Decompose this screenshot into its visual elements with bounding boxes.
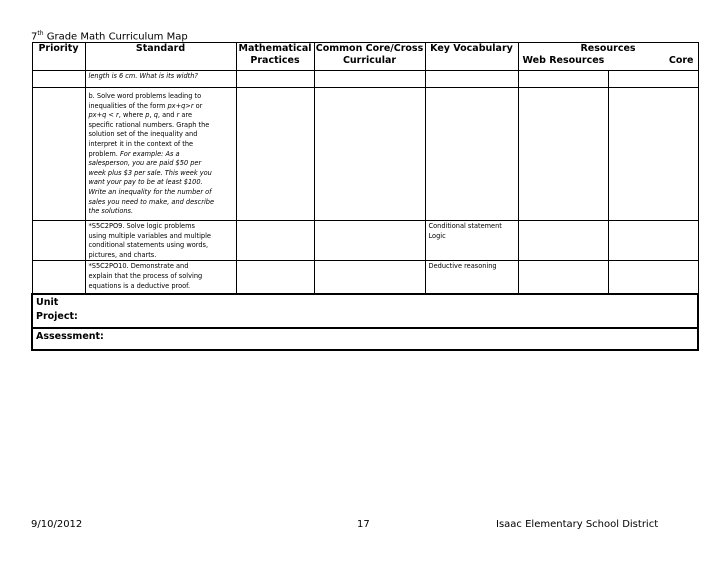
table-row bbox=[32, 261, 698, 294]
standard-cell: *S5C2PO9. Solve logic problems using multiple variables and multiple conditional statements using words, pictures, and charts. bbox=[85, 221, 236, 261]
vocabulary-cell: Deductive reasoning bbox=[425, 261, 518, 294]
unit-project-row bbox=[32, 294, 698, 328]
table-row bbox=[32, 71, 698, 88]
web-resources-header: Web Resources bbox=[522, 55, 605, 66]
header-row bbox=[32, 43, 698, 71]
table-row bbox=[32, 221, 698, 261]
standard-cell: length is 6 cm. What is its width? bbox=[85, 71, 236, 88]
resources-header: Resources Web Resources Core bbox=[518, 43, 698, 71]
standard-header: Standard bbox=[85, 43, 236, 71]
priority-header: Priority bbox=[32, 43, 85, 71]
standard-cell: b. Solve word problems leading to inequalities of the form px+q>r or px+q < r, where p, q, and r are specific rational numbers. Graph the solution set of the inequality and interpret it in the context of the problem. For example: As a salesperson, you are paid $50 per week plus $3 per sale. This week you want your pay to be at least $100. Write an inequality for the number of sales you need to make, and describe the solutions. bbox=[85, 88, 236, 221]
footer-district: Isaac Elementary School District bbox=[496, 519, 659, 530]
math-practices-header: Mathematical Practices bbox=[236, 43, 314, 71]
table-row bbox=[32, 88, 698, 221]
footer-date: 9/10/2012 bbox=[31, 519, 83, 530]
assessment-row bbox=[32, 328, 698, 350]
document-title: 7th Grade Math Curriculum Map bbox=[31, 30, 188, 43]
vocabulary-cell: Conditional statement Logic bbox=[425, 221, 518, 261]
key-vocabulary-header: Key Vocabulary bbox=[425, 43, 518, 71]
unit-project-cell: Unit Project: bbox=[32, 294, 698, 328]
curriculum-table bbox=[31, 42, 699, 351]
common-core-header: Common Core/Cross Curricular bbox=[314, 43, 425, 71]
assessment-cell: Assessment: bbox=[32, 328, 698, 350]
core-header: Core bbox=[668, 55, 694, 66]
standard-cell: *S5C2PO10. Demonstrate and explain that the process of solving equations is a deductive proof. bbox=[85, 261, 236, 294]
footer-page-number: 17 bbox=[357, 519, 370, 530]
